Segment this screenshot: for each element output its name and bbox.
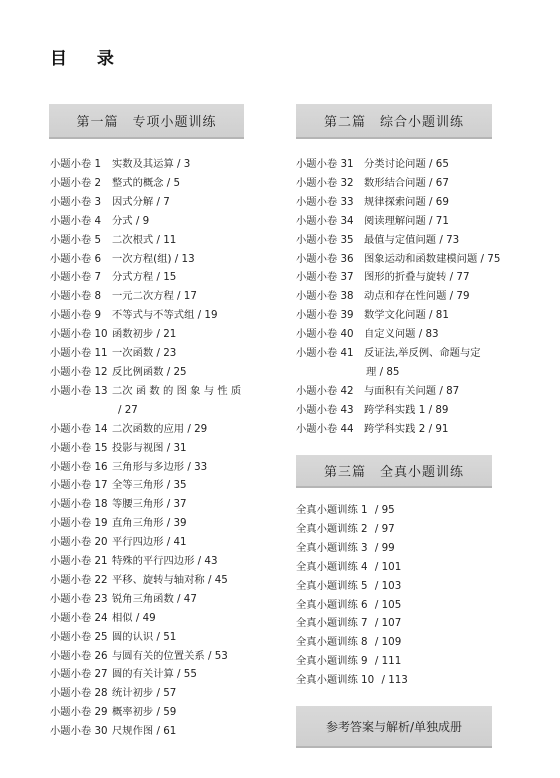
toc-entry-title: 圆的认识	[112, 630, 154, 643]
toc-entry-label: 全真小题训练 9	[296, 655, 368, 668]
toc-entry[interactable]	[50, 533, 241, 552]
toc-entry-title: 二次函数的应用	[112, 422, 185, 435]
toc-entry-label: 小题小卷 19	[50, 517, 108, 530]
toc-entry-title: 全等三角形	[112, 479, 164, 492]
toc-entry[interactable]	[296, 520, 408, 539]
toc-entry-page: / 49	[133, 612, 156, 624]
toc-entry-label: 小题小卷 2	[50, 176, 102, 189]
toc-entry-page: / 113	[378, 674, 408, 686]
toc-entry[interactable]	[50, 325, 241, 344]
toc-entry[interactable]	[50, 231, 241, 250]
toc-entry[interactable]	[50, 287, 241, 306]
toc-entry-title: 一次函数	[112, 347, 154, 360]
toc-entry-label: 小题小卷 9	[50, 309, 102, 322]
toc-entry[interactable]	[296, 577, 408, 596]
toc-entry-page: / 43	[194, 555, 217, 567]
toc-entry-page: / 15	[153, 271, 176, 283]
toc-entry-label: 小题小卷 33	[296, 195, 354, 208]
toc-entry-title: 跨学科实践 1	[364, 403, 426, 416]
toc-entry-label: 小题小卷 13	[50, 384, 108, 397]
toc-entry-page: / 29	[184, 423, 207, 435]
toc-entry-title: 平移、旋转与轴对称	[112, 573, 205, 586]
toc-entry-title: 因式分解	[112, 195, 154, 208]
toc-entry-page: / 21	[153, 328, 176, 340]
toc-entry-page: / 53	[205, 650, 228, 662]
toc-entry-label: 小题小卷 34	[296, 214, 354, 227]
toc-entry-page: / 55	[174, 668, 197, 680]
toc-entry-title: 等腰三角形	[112, 498, 164, 511]
toc-entry-page: / 39	[163, 517, 186, 529]
toc-entry[interactable]	[296, 325, 500, 344]
toc-entry[interactable]	[50, 495, 241, 514]
toc-entry-page: / 23	[153, 347, 176, 359]
toc-entry-page: / 83	[415, 328, 438, 340]
toc-entry-title: 相似	[112, 611, 133, 624]
toc-entry[interactable]	[296, 344, 500, 382]
toc-entry[interactable]	[296, 306, 500, 325]
toc-entry-label: 小题小卷 26	[50, 649, 108, 662]
toc-entry[interactable]	[296, 614, 408, 633]
toc-entry[interactable]	[296, 193, 500, 212]
toc-entry-title: 与面积有关问题	[364, 384, 437, 397]
toc-entry-page: / 109	[372, 636, 402, 648]
toc-entry-label: 小题小卷 15	[50, 441, 108, 454]
toc-entry-title: 自定义问题	[364, 328, 416, 341]
toc-entry-label: 小题小卷 25	[50, 630, 108, 643]
toc-entry-label: 小题小卷 21	[50, 555, 108, 568]
toc-entry[interactable]	[50, 458, 241, 477]
toc-entry[interactable]	[50, 420, 241, 439]
toc-entry-page: / 95	[372, 504, 395, 516]
toc-entry[interactable]	[296, 250, 500, 269]
toc-entry-title: 分类讨论问题	[364, 158, 426, 170]
toc-entry-title: 与圆有关的位置关系	[112, 649, 205, 662]
toc-entry-page: / 99	[372, 542, 395, 554]
toc-entry-page: / 25	[163, 366, 186, 378]
part1-banner: 第一篇 专项小题训练	[49, 104, 244, 139]
toc-entry-label: 小题小卷 17	[50, 479, 108, 492]
toc-entry-title: 反比例函数	[112, 365, 164, 378]
toc-entry-title: 统计初步	[112, 687, 154, 700]
toc-entry-title: 二次 函 数 的 图 象 与 性 质	[112, 384, 242, 397]
toc-entry-title: 平行四边形	[112, 536, 164, 549]
toc-entry-label: 小题小卷 8	[50, 290, 102, 303]
toc-entry-label: 全真小题训练 3	[296, 541, 368, 554]
toc-entry-title: 图象运动和函数建模问题	[364, 252, 478, 265]
toc-entry-label: 小题小卷 43	[296, 403, 354, 416]
toc-entry-title: 尺规作图	[112, 725, 154, 738]
toc-entry-page: / 13	[172, 253, 195, 265]
toc-entry-page: / 111	[372, 655, 402, 667]
page-title: 目 录	[50, 49, 126, 69]
toc-entry-continuation	[296, 363, 500, 382]
toc-entry-page: / 85	[376, 366, 399, 378]
toc-entry[interactable]	[50, 609, 241, 628]
toc-entry-label: 小题小卷 42	[296, 384, 354, 397]
toc-entry-label: 小题小卷 14	[50, 422, 108, 435]
toc-entry-page: / 31	[163, 442, 186, 454]
toc-entry[interactable]	[50, 684, 241, 703]
toc-entry-label: 小题小卷 38	[296, 290, 354, 303]
toc-entry[interactable]	[296, 671, 408, 690]
toc-entry[interactable]	[50, 647, 241, 666]
toc-entry-label: 全真小题训练 6	[296, 598, 368, 611]
toc-entry[interactable]	[296, 268, 500, 287]
toc-entry-title: 直角三角形	[112, 517, 164, 530]
toc-entry-label: 小题小卷 12	[50, 365, 108, 378]
toc-entry[interactable]	[296, 212, 500, 231]
toc-entry-page: / 57	[153, 687, 176, 699]
toc-entry-title: 跨学科实践 2	[364, 422, 426, 435]
toc-entry-title: 特殊的平行四边形	[112, 555, 195, 568]
toc-entry-label: 小题小卷 20	[50, 536, 108, 549]
toc-entry[interactable]	[50, 439, 241, 458]
toc-entry-label: 小题小卷 36	[296, 252, 354, 265]
toc-entry-title: 分式方程	[112, 271, 154, 284]
toc-entry-page: / 37	[163, 498, 186, 510]
toc-entry-page: / 33	[184, 461, 207, 473]
toc-entry-title: 函数初步	[112, 328, 154, 341]
toc-entry-label: 小题小卷 44	[296, 422, 354, 435]
toc-entry-label: 小题小卷 24	[50, 611, 108, 624]
toc-entry-page: / 35	[163, 479, 186, 491]
toc-entry-label: 小题小卷 35	[296, 233, 354, 246]
toc-entry-label: 全真小题训练 1	[296, 504, 368, 516]
toc-entry-label: 小题小卷 1	[50, 158, 102, 170]
toc-entry[interactable]	[50, 628, 241, 647]
toc-entry-page: / 65	[426, 158, 449, 170]
toc-entry-label: 小题小卷 41	[296, 347, 354, 360]
toc-entry-page: / 69	[426, 196, 449, 208]
toc-entry-title: 二次根式	[112, 233, 154, 246]
toc-entry-label: 小题小卷 18	[50, 498, 108, 511]
toc-entry-title-cont: 理	[366, 365, 377, 378]
toc-entry[interactable]	[50, 344, 241, 363]
toc-entry-label: 小题小卷 29	[50, 706, 108, 719]
toc-entry-page: / 71	[426, 215, 449, 227]
toc-entry-label: 小题小卷 28	[50, 687, 108, 700]
toc-entry[interactable]	[50, 363, 241, 382]
toc-entry-page: / 89	[425, 404, 448, 416]
toc-entry[interactable]	[50, 306, 241, 325]
toc-entry[interactable]	[50, 212, 241, 231]
toc-entry-label: 小题小卷 22	[50, 573, 108, 586]
toc-entry-page: / 3	[174, 158, 191, 170]
part2-toc-list	[296, 155, 500, 439]
toc-entry-label: 小题小卷 37	[296, 271, 354, 284]
toc-entry-page: / 101	[372, 561, 402, 573]
toc-entry-title: 不等式与不等式组	[112, 309, 195, 322]
toc-entry-label: 小题小卷 40	[296, 328, 354, 341]
toc-entry-label: 小题小卷 3	[50, 195, 102, 208]
toc-entry-page: / 51	[153, 631, 176, 643]
toc-entry[interactable]	[296, 401, 500, 420]
part3-banner: 第三篇 全真小题训练	[296, 455, 492, 488]
toc-entry-page: / 27	[118, 404, 138, 416]
toc-entry-title: 概率初步	[112, 706, 154, 719]
toc-entry-label: 小题小卷 10	[50, 328, 108, 341]
toc-entry-label: 小题小卷 31	[296, 158, 354, 170]
toc-entry-page: / 67	[426, 177, 449, 189]
toc-entry-page: / 79	[446, 290, 469, 302]
toc-entry-page: / 45	[205, 574, 228, 586]
toc-entry-title: 最值与定值问题	[364, 233, 437, 246]
toc-entry[interactable]	[296, 633, 408, 652]
toc-entry-page: / 75	[477, 253, 500, 265]
toc-entry-title: 数学文化问题	[364, 309, 426, 322]
toc-entry-label: 小题小卷 39	[296, 309, 354, 322]
toc-entry-label: 小题小卷 7	[50, 271, 102, 284]
toc-entry[interactable]	[50, 665, 241, 684]
toc-entry-page: / 61	[153, 725, 176, 737]
toc-entry-title: 图形的折叠与旋转	[364, 271, 447, 284]
toc-entry-label: 小题小卷 5	[50, 233, 102, 246]
toc-entry-label: 小题小卷 6	[50, 252, 102, 265]
toc-entry[interactable]	[50, 174, 241, 193]
toc-entry[interactable]	[296, 382, 500, 401]
toc-entry-label: 小题小卷 30	[50, 725, 108, 738]
toc-entry[interactable]	[296, 420, 500, 439]
toc-entry-page: / 107	[372, 617, 402, 629]
toc-entry[interactable]	[50, 155, 241, 174]
toc-entry-page: / 17	[174, 290, 197, 302]
toc-entry-label: 小题小卷 27	[50, 668, 108, 681]
part3-toc-list	[296, 501, 408, 690]
toc-entry[interactable]	[50, 476, 241, 495]
answers-banner: 参考答案与解析/单独成册	[296, 706, 492, 748]
toc-entry-title: 动点和存在性问题	[364, 290, 447, 303]
toc-entry-title: 分式	[112, 214, 133, 227]
toc-entry-title: 阅读理解问题	[364, 214, 426, 227]
toc-entry-continuation	[50, 401, 241, 420]
toc-entry-page: / 73	[436, 234, 459, 246]
toc-entry-page: / 77	[446, 271, 469, 283]
toc-entry[interactable]	[50, 514, 241, 533]
toc-entry-title: 投影与视图	[112, 441, 164, 454]
toc-entry-label: 全真小题训练 10	[296, 674, 375, 687]
toc-entry-label: 全真小题训练 5	[296, 579, 368, 592]
toc-entry[interactable]	[50, 703, 241, 722]
toc-entry-page: / 91	[425, 423, 448, 435]
toc-entry-label: 全真小题训练 2	[296, 522, 368, 535]
toc-entry-page: / 105	[372, 599, 402, 611]
toc-entry[interactable]	[296, 501, 408, 520]
toc-entry-title: 规律探索问题	[364, 195, 426, 208]
toc-entry-title: 数形结合问题	[364, 176, 426, 189]
toc-entry-title: 实数及其运算	[112, 158, 174, 170]
toc-entry[interactable]	[50, 590, 241, 609]
toc-entry-page: / 59	[153, 706, 176, 718]
part2-banner: 第二篇 综合小题训练	[296, 104, 492, 139]
toc-entry-label: 小题小卷 16	[50, 460, 108, 473]
toc-entry-title: 反证法,举反例、命题与定	[364, 347, 481, 360]
toc-entry-page: / 41	[163, 536, 186, 548]
toc-entry-page: / 11	[153, 234, 176, 246]
toc-entry[interactable]	[50, 382, 241, 420]
toc-entry-page: / 97	[372, 523, 395, 535]
toc-entry-page: / 9	[133, 215, 150, 227]
toc-entry[interactable]	[296, 596, 408, 615]
toc-entry[interactable]	[296, 558, 408, 577]
toc-entry[interactable]	[296, 231, 500, 250]
toc-entry-label: 全真小题训练 4	[296, 560, 368, 573]
toc-entry-title: 三角形与多边形	[112, 460, 185, 473]
toc-entry[interactable]	[296, 155, 500, 174]
toc-entry-label: 小题小卷 4	[50, 214, 102, 227]
toc-entry-label: 小题小卷 11	[50, 347, 108, 360]
toc-entry-label: 全真小题训练 7	[296, 617, 368, 630]
toc-entry[interactable]	[50, 250, 241, 269]
toc-entry[interactable]	[50, 552, 241, 571]
toc-entry-page: / 7	[153, 196, 170, 208]
toc-entry-title: 锐角三角函数	[112, 592, 174, 605]
toc-entry-page: / 47	[174, 593, 197, 605]
toc-entry-page: / 5	[163, 177, 180, 189]
toc-entry-title: 圆的有关计算	[112, 668, 174, 681]
toc-entry-title: 一元二次方程	[112, 290, 174, 303]
toc-entry-label: 小题小卷 23	[50, 592, 108, 605]
toc-entry-label: 全真小题训练 8	[296, 636, 368, 649]
toc-entry[interactable]	[296, 652, 408, 671]
toc-entry-title: 一次方程(组)	[112, 252, 172, 265]
toc-entry[interactable]	[296, 287, 500, 306]
toc-entry[interactable]	[296, 539, 408, 558]
toc-entry[interactable]	[296, 174, 500, 193]
toc-entry-page: / 103	[372, 580, 402, 592]
toc-entry[interactable]	[50, 193, 241, 212]
toc-entry-page: / 19	[194, 309, 217, 321]
toc-entry[interactable]	[50, 571, 241, 590]
part1-toc-list	[50, 155, 241, 741]
toc-entry-page: / 87	[436, 385, 459, 397]
toc-entry[interactable]	[50, 722, 241, 741]
toc-entry[interactable]	[50, 268, 241, 287]
toc-entry-label: 小题小卷 32	[296, 176, 354, 189]
toc-entry-page: / 81	[426, 309, 449, 321]
toc-entry-title: 整式的概念	[112, 176, 164, 189]
